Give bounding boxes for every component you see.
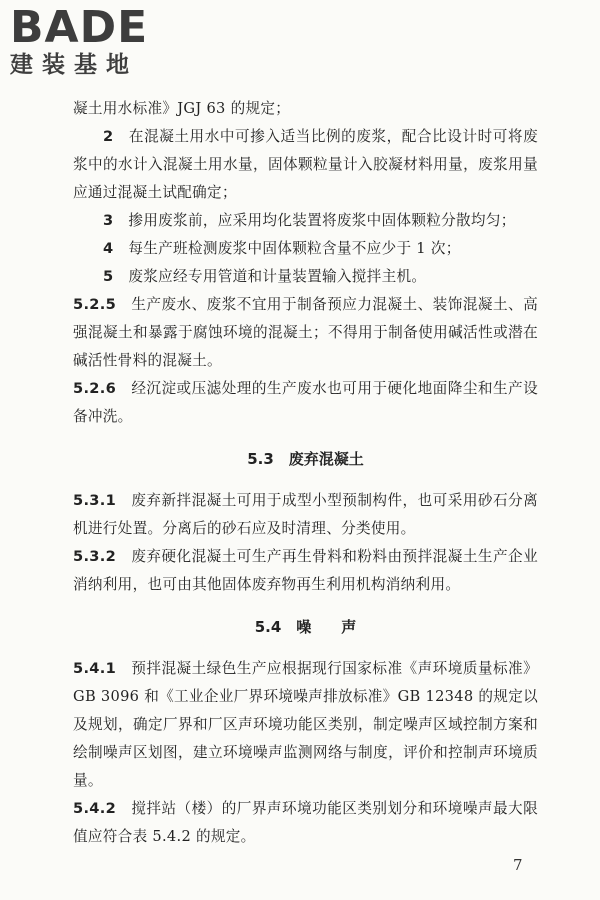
paragraph-text: 掺用废浆前，应采用均化装置将废浆中固体颗粒分散均匀； [128, 212, 516, 229]
article-5-2-6 [73, 375, 538, 431]
clause-number: 2 [103, 128, 114, 145]
article-number: 5.4.1 [73, 660, 117, 677]
clause-3 [73, 207, 538, 235]
paragraph-text: 凝土用水标准》JGJ 63 的规定； [73, 100, 291, 117]
article-number: 5.2.6 [73, 380, 117, 397]
section-heading-5-3: 5.3 废弃混凝土 [247, 450, 364, 468]
article-number: 5.4.2 [73, 800, 117, 817]
logo-text: BADE [10, 2, 149, 53]
paragraph-text: 每生产班检测废浆中固体颗粒含量不应少于 1 次； [128, 240, 461, 257]
paragraph-text: 废弃新拌混凝土可用于成型小型预制构件，也可采用砂石分离机进行处置。分离后的砂石应及时清理、分类使用。 [73, 492, 538, 537]
article-5-3-2 [73, 543, 538, 599]
paragraph-text: 废弃硬化混凝土可生产再生骨料和粉料由预拌混凝土生产企业消纳利用，也可由其他固体废弃物再生利用机构消纳利用。 [73, 548, 538, 593]
clause-number: 4 [103, 240, 114, 257]
paragraph-text: 搅拌站（楼）的厂界声环境功能区类别划分和环境噪声最大限值应符合表 5.4.2 的规定。 [73, 800, 538, 845]
document-body [73, 90, 538, 851]
logo-subtitle: 建装基地 [10, 52, 138, 78]
logo [10, 2, 148, 80]
clause-4 [73, 235, 538, 263]
paragraph-text: 废浆应经专用管道和计量装置输入搅拌主机。 [128, 268, 427, 285]
page-number: 7 [513, 856, 523, 874]
article-5-4-2 [73, 795, 538, 851]
article-5-2-5 [73, 291, 538, 375]
clause-number: 5 [103, 268, 114, 285]
article-number: 5.3.1 [73, 492, 117, 509]
clause-number: 3 [103, 212, 114, 229]
paragraph-text: 生产废水、废浆不宜用于制备预应力混凝土、装饰混凝土、高强混凝土和暴露于腐蚀环境的混凝土；不得用于制备使用碱活性或潜在碱活性骨料的混凝土。 [73, 296, 538, 369]
paragraph-text: 经沉淀或压滤处理的生产废水也可用于硬化地面降尘和生产设备冲洗。 [73, 380, 538, 425]
clause-2 [73, 123, 538, 207]
paragraph-text: 预拌混凝土绿色生产应根据现行国家标准《声环境质量标准》GB 3096 和《工业企业厂界环境噪声排放标准》GB 12348 的规定以及规划，确定厂界和厂区声环境功能区类别，制定噪声区域控制方案和绘制噪声区划图，建立环境噪声监测网络与制度，评价和控制声环境质量。 [73, 660, 538, 789]
article-number: 5.2.5 [73, 296, 117, 313]
paragraph-text: 在混凝土用水中可掺入适当比例的废浆，配合比设计时可将废浆中的水计入混凝土用水量，固体颗粒量计入胶凝材料用量，废浆用量应通过混凝土试配确定； [73, 128, 538, 201]
clause-5 [73, 263, 538, 291]
article-5-4-1 [73, 655, 538, 795]
section-heading-5-4: 5.4 噪 声 [254, 618, 357, 636]
article-5-3-1 [73, 487, 538, 543]
article-number: 5.3.2 [73, 548, 117, 565]
paragraph-continued [73, 95, 538, 123]
